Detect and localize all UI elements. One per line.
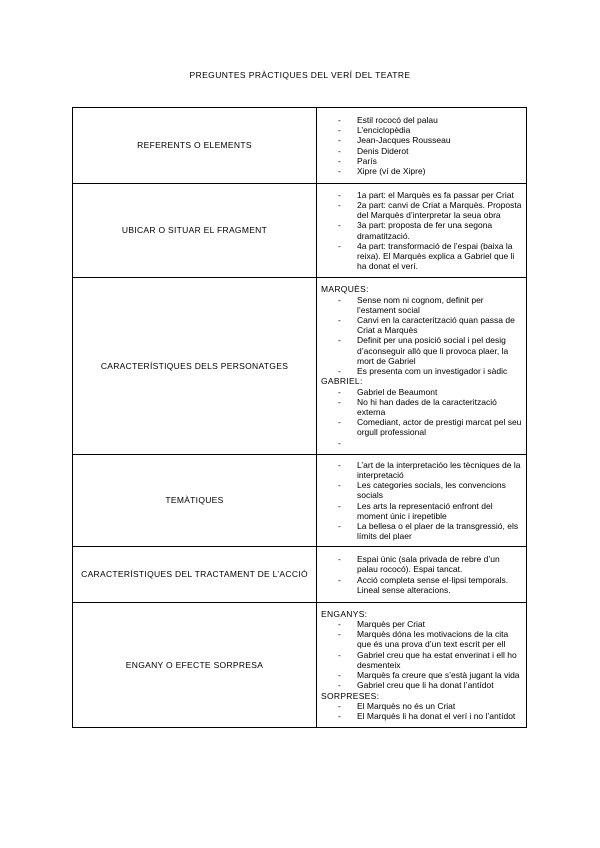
list-item: - Sense nom ni cognom, definit per l’estament social: [321, 295, 522, 315]
list-item: - L’art de la interpretacióo les tècniques de la interpretació: [321, 460, 522, 480]
list-item: - Marquès fa creure que s’està jugant la vida: [321, 670, 522, 680]
list-item: - Marquès per Criat: [321, 619, 522, 629]
table-row: [73, 278, 527, 455]
list-item: - Estil rococó del palau: [321, 115, 522, 125]
list-item: - Canvi en la caracterització quan passa de Criat a Marquès: [321, 315, 522, 335]
list-item: - No hi han dades de la caracterització externa: [321, 397, 522, 417]
row-content: [317, 455, 527, 547]
list-item: - Espai únic (sala privada de rebre d’un palau rococó). Espai tancat.: [321, 554, 522, 574]
list-item: - L’enciclopèdia: [321, 125, 522, 135]
bullet-list: [321, 387, 522, 448]
section-heading: MARQUÈS:: [321, 284, 369, 295]
row-label: UBICAR O SITUAR EL FRAGMENT: [73, 184, 317, 278]
section-heading: ENGANYS:: [321, 608, 368, 619]
row-label: REFERENTS O ELEMENTS: [73, 108, 317, 184]
section-heading: GABRIEL:: [321, 376, 363, 387]
row-label: ENGANY O EFECTE SORPRESA: [73, 603, 317, 728]
list-item: - Definit per una posició social i pel desig d’aconseguir allò que li provoca plaer, la mort de Gabriel: [321, 335, 522, 366]
list-item: - La bellesa o el plaer de la transgressió, els límits del plaer: [321, 521, 522, 541]
row-content: [317, 547, 527, 603]
table-row: [73, 108, 527, 184]
row-content: [317, 184, 527, 278]
bullet-list: [321, 295, 522, 377]
bullet-list: [321, 115, 522, 176]
row-label: CARACTERÍSTIQUES DEL TRACTAMENT DE L’ACCIÓ: [73, 547, 317, 603]
row-content: [317, 108, 527, 184]
list-item: - El Marquès li ha donat el verí i no l’antídot: [321, 711, 522, 721]
table-row: [73, 455, 527, 547]
list-item: - 1a part: el Marquès es fa passar per Criat: [321, 190, 522, 200]
table-row: [73, 184, 527, 278]
bullet-list: [321, 619, 522, 690]
row-content: [317, 278, 527, 455]
row-label: TEMÀTIQUES: [73, 455, 317, 547]
list-item: - Xipre (ví de Xipre): [321, 166, 522, 176]
bullet-list: [321, 190, 522, 272]
list-item: [321, 438, 522, 448]
list-item: - El Marquès no és un Criat: [321, 701, 522, 711]
list-item: - Gabriel creu que li ha donat l’antídot: [321, 680, 522, 690]
list-item: - Comediant, actor de prestigi marcat pel seu orgull professional: [321, 417, 522, 437]
list-item: - Marquès dóna les motivacions de la cita que és una prova d’un text escrit per ell: [321, 629, 522, 649]
row-label: CARACTERÍSTIQUES DELS PERSONATGES: [73, 278, 317, 455]
list-item: - 4a part: transformació de l’espai (baixa la reixa). El Marquès explica a Gabriel que li ha donat el verí.: [321, 241, 522, 272]
list-item: - Jean-Jacques Rousseau: [321, 135, 522, 145]
list-item: - Denis Diderot: [321, 146, 522, 156]
questions-table: [72, 107, 527, 728]
table-row: [73, 547, 527, 603]
row-content: [317, 603, 527, 728]
bullet-list: [321, 701, 522, 721]
list-item: - Gabriel creu que ha estat enverinat i ell ho desmenteix: [321, 650, 522, 670]
section-heading: SORPRESES:: [321, 690, 380, 701]
page-title: PREGUNTES PRÀCTIQUES DEL VERÍ DEL TEATRE: [189, 70, 411, 80]
list-item: - 2a part: canvi de Criat a Marquès. Proposta del Marquès d’interpretar la seua obra: [321, 200, 522, 220]
table-row: [73, 603, 527, 728]
bullet-list: [321, 554, 522, 595]
bullet-list: [321, 460, 522, 542]
list-item: - Acció completa sense el·lipsi temporals. Lineal sense alteracions.: [321, 575, 522, 595]
list-item: - 3a part: proposta de fer una segona dramatització.: [321, 220, 522, 240]
list-item: - Es presenta com un investigador i sàdic: [321, 366, 522, 376]
list-item: - Les categories socials, les convencions socials: [321, 480, 522, 500]
list-item: - París: [321, 156, 522, 166]
list-item: - Les arts la representació enfront del moment únic i irepetible: [321, 501, 522, 521]
list-item: - Gabriel de Beaumont: [321, 387, 522, 397]
